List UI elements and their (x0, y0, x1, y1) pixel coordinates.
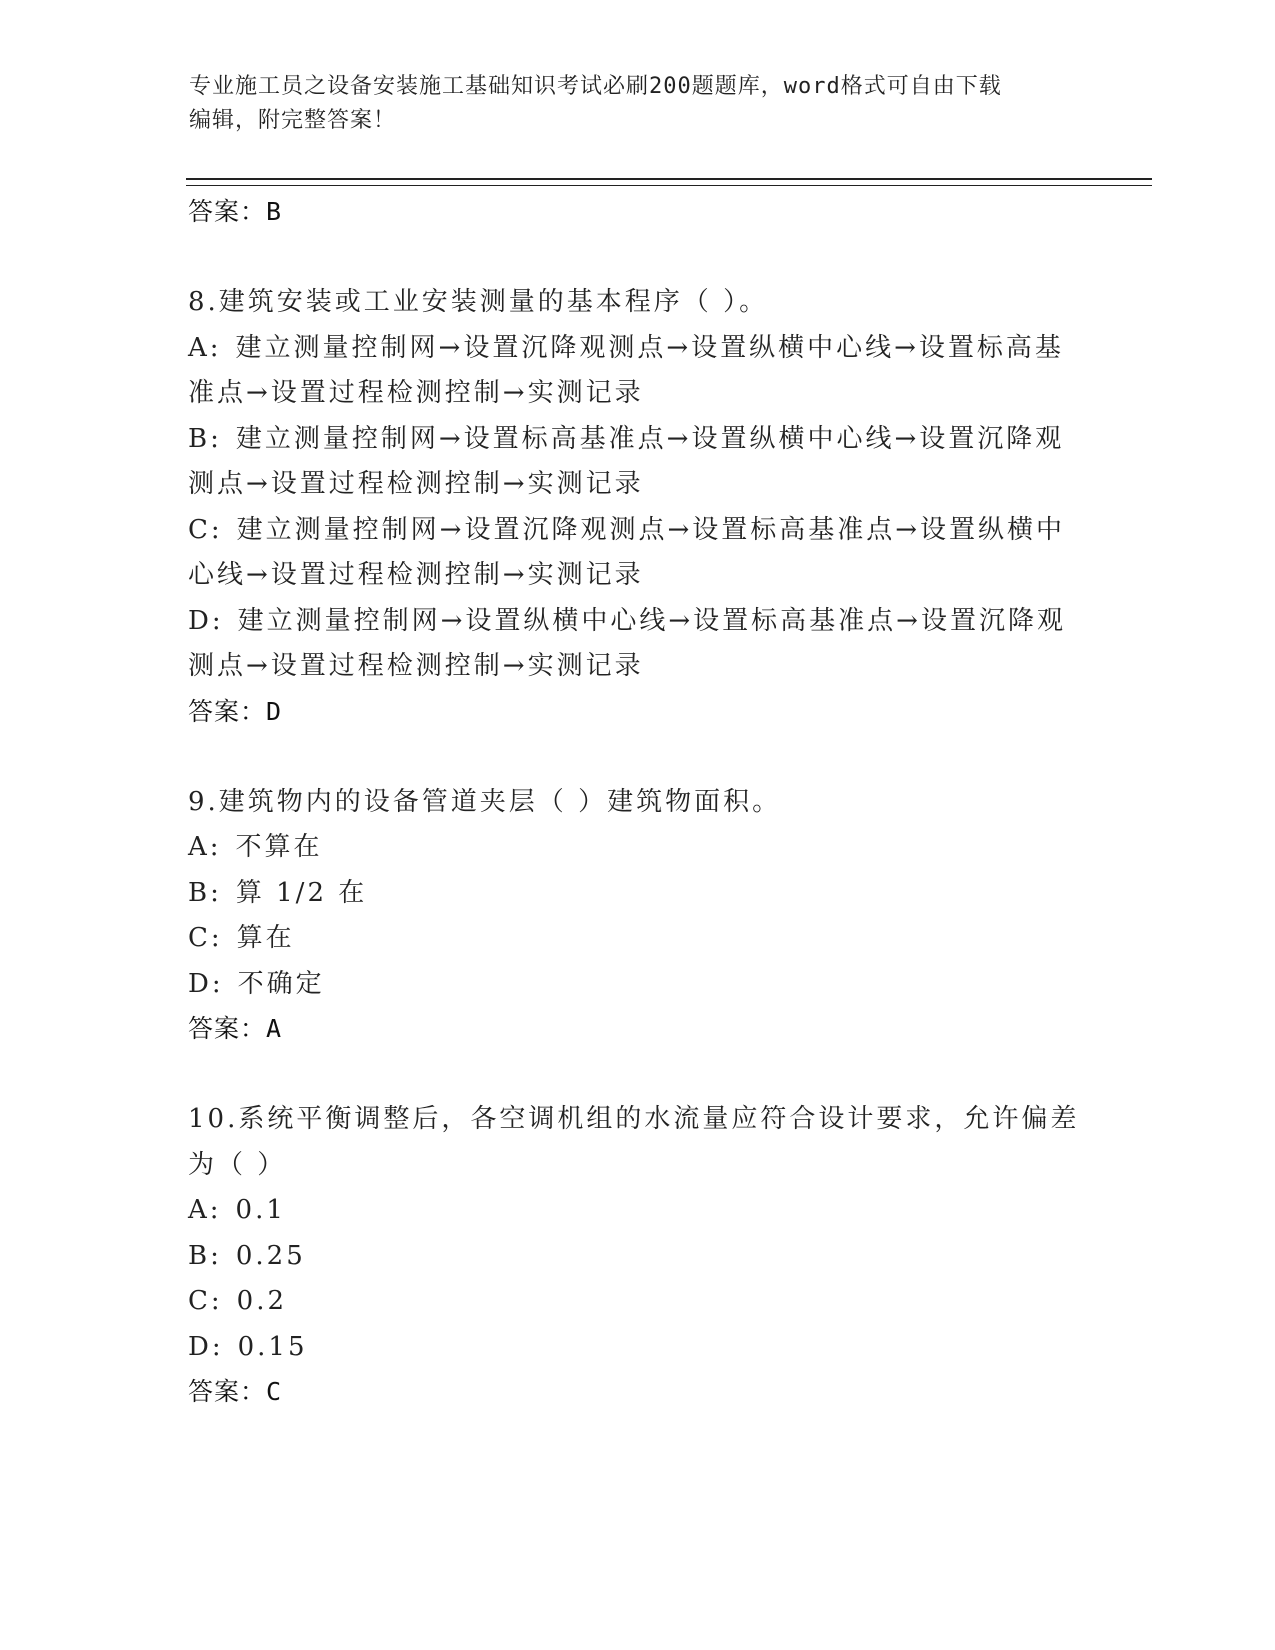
option-key: D: (188, 968, 224, 999)
option-c (188, 1279, 1088, 1325)
previous-answer: 答案：B (188, 197, 283, 226)
option-key: D: (188, 605, 224, 636)
question-9 (188, 780, 1088, 1052)
option-c (188, 916, 1088, 962)
option-a (188, 326, 1088, 372)
option-key: C: (188, 514, 223, 545)
option-key: B: (188, 1240, 222, 1271)
option-text: 建立测量控制网→设置沉降观测点→设置纵横中心线→设置标高基 (235, 332, 1064, 363)
question-text: 9.建筑物内的设备管道夹层（ ）建筑物面积。 (188, 786, 782, 817)
question-text-cont: 为（ ） (188, 1149, 287, 1180)
option-key: B: (188, 423, 222, 454)
option-key: C: (188, 923, 223, 953)
option-text: 0.2 (236, 1286, 288, 1316)
option-a (188, 1188, 1088, 1234)
answer-10: 答案：C (188, 1377, 283, 1406)
option-d (188, 962, 1088, 1008)
option-b (188, 871, 1088, 917)
option-text: 不确定 (237, 968, 325, 999)
header-line-2: 编辑，附完整答案！ (189, 108, 397, 133)
option-text: 算在 (236, 923, 295, 953)
question-8 (188, 280, 1088, 734)
option-c-cont: 心线→设置过程检测控制→实测记录 (188, 560, 644, 590)
option-text: 不算在 (235, 832, 323, 862)
option-c (188, 508, 1088, 554)
question-text: 8.建筑安装或工业安装测量的基本程序（ ）。 (188, 287, 769, 317)
option-key: B: (188, 877, 222, 908)
option-d-cont: 测点→设置过程检测控制→实测记录 (188, 651, 644, 681)
option-text: 建立测量控制网→设置标高基准点→设置纵横中心线→设置沉降观 (235, 423, 1065, 454)
option-b (188, 1234, 1088, 1280)
option-b (188, 417, 1088, 463)
option-a (188, 825, 1088, 871)
option-b-cont: 测点→设置过程检测控制→实测记录 (188, 469, 644, 499)
option-key: A: (188, 832, 222, 862)
option-text: 算 1/2 在 (235, 877, 368, 908)
header-line-1: 专业施工员之设备安装施工基础知识考试必刷200题题库，word格式可自由下载 (189, 74, 1002, 99)
option-key: C: (188, 1286, 223, 1316)
option-text: 0.15 (237, 1331, 308, 1362)
option-key: A: (188, 332, 222, 363)
document-body (188, 190, 1088, 1414)
option-text: 0.25 (235, 1240, 306, 1271)
answer-9: 答案：A (188, 1014, 283, 1043)
option-key: A: (188, 1195, 222, 1225)
question-text: 10.系统平衡调整后，各空调机组的水流量应符合设计要求，允许偏差 (188, 1104, 1080, 1134)
option-key: D: (188, 1331, 224, 1362)
question-10 (188, 1097, 1088, 1414)
option-d (188, 599, 1088, 645)
option-text: 建立测量控制网→设置纵横中心线→设置标高基准点→设置沉降观 (237, 605, 1066, 636)
option-d (188, 1325, 1088, 1371)
header-divider (186, 178, 1152, 186)
document-header (189, 70, 1069, 138)
answer-8: 答案：D (188, 696, 283, 726)
option-text: 建立测量控制网→设置沉降观测点→设置标高基准点→设置纵横中 (236, 514, 1066, 545)
option-text: 0.1 (235, 1195, 286, 1225)
option-a-cont: 准点→设置过程检测控制→实测记录 (188, 378, 644, 408)
